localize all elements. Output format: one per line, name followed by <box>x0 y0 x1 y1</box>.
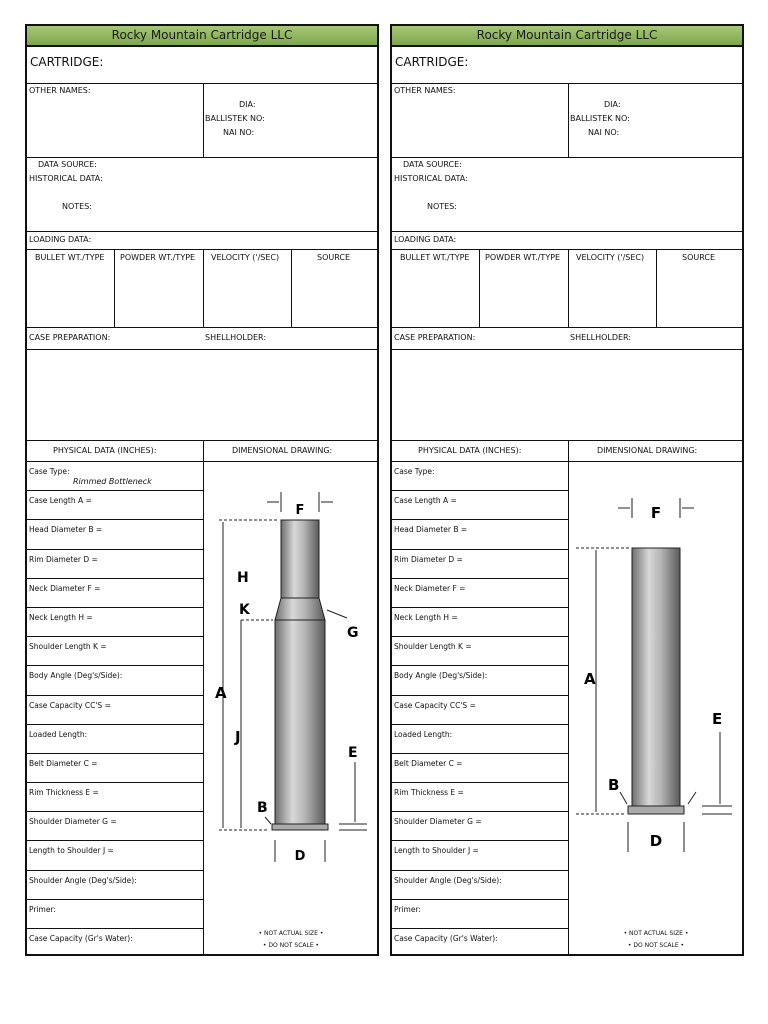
other-names-label: OTHER NAMES: <box>394 86 456 95</box>
label-j: J <box>235 728 241 746</box>
label-e: E <box>712 710 723 728</box>
note-do-not-scale: • DO NOT SCALE • <box>262 942 320 949</box>
divider <box>203 441 204 461</box>
field-label: Loaded Length: <box>394 729 453 739</box>
case-type-value: Rimmed Bottleneck <box>73 477 152 486</box>
nai-label: NAI NO: <box>588 128 620 137</box>
field-label: Shoulder Diameter G = <box>394 817 482 827</box>
field-label: Case Capacity (Gr's Water): <box>29 934 133 943</box>
field-row <box>392 462 568 491</box>
field-row <box>27 696 203 725</box>
col-bullet: BULLET WT./TYPE <box>400 253 470 262</box>
case-prep-row <box>392 328 742 350</box>
field-label: Body Angle (Deg's/Side): <box>29 671 123 681</box>
col-bullet: BULLET WT./TYPE <box>35 253 105 262</box>
label-e: E <box>348 745 358 761</box>
field-row <box>27 520 203 549</box>
field-row <box>392 929 568 958</box>
field-label: Rim Thickness E = <box>29 788 99 798</box>
divider <box>656 249 657 327</box>
divider <box>114 249 115 327</box>
loading-row <box>392 232 742 328</box>
divider <box>568 249 569 327</box>
label-b: B <box>608 776 620 794</box>
cartridge-card-right <box>390 24 744 956</box>
cartridge-label: CARTRIDGE: <box>395 55 469 69</box>
physical-data-list <box>27 462 203 958</box>
divider <box>203 84 204 157</box>
field-row <box>392 608 568 637</box>
straight-case-drawing <box>570 462 742 862</box>
field-label: Case Length A = <box>29 496 92 506</box>
field-row <box>27 637 203 666</box>
case-body <box>628 548 684 814</box>
col-velocity: VELOCITY ('/SEC) <box>576 253 645 262</box>
data-source-label: DATA SOURCE: <box>403 160 462 169</box>
drawing-label: DIMENSIONAL DRAWING: <box>597 446 698 455</box>
field-row <box>392 841 568 870</box>
field-row <box>392 696 568 725</box>
field-label: Case Length A = <box>394 496 457 506</box>
field-label: Rim Thickness E = <box>394 788 464 798</box>
field-label: Neck Length H = <box>394 612 458 622</box>
physical-label: PHYSICAL DATA (INCHES): <box>418 446 522 455</box>
dia-label: DIA: <box>604 100 621 109</box>
data-source-label: DATA SOURCE: <box>38 160 97 169</box>
case-prep-row <box>27 328 377 350</box>
case-prep-label: CASE PREPARATION: <box>394 333 476 342</box>
label-f: F <box>650 504 662 522</box>
loading-row <box>27 232 377 328</box>
prep-notes-area <box>392 350 742 441</box>
historical-label: HISTORICAL DATA: <box>29 174 103 183</box>
label-h: H <box>237 570 249 586</box>
col-source: SOURCE <box>682 253 716 262</box>
divider <box>27 249 377 250</box>
cartridge-row <box>392 47 742 84</box>
field-label: Shoulder Angle (Deg's/Side): <box>29 875 137 885</box>
divider <box>479 249 480 327</box>
drawing-label: DIMENSIONAL DRAWING: <box>232 446 333 455</box>
field-row <box>27 812 203 841</box>
cartridge-label: CARTRIDGE: <box>30 55 104 69</box>
case-body <box>272 520 328 830</box>
field-label: Belt Diameter C = <box>29 758 98 768</box>
nai-label: NAI NO: <box>223 128 255 137</box>
dia-label: DIA: <box>239 100 256 109</box>
divider <box>203 249 204 327</box>
company-header: Rocky Mountain Cartridge LLC <box>27 26 377 47</box>
field-label: Length to Shoulder J = <box>394 846 479 856</box>
field-label: Head Diameter B = <box>394 525 468 535</box>
col-source: SOURCE <box>317 253 351 262</box>
physical-header-row <box>27 441 377 462</box>
field-row <box>27 462 203 491</box>
field-row <box>392 783 568 812</box>
field-row <box>392 579 568 608</box>
field-row <box>27 550 203 579</box>
source-row <box>392 158 742 232</box>
field-label: Case Type: <box>394 467 435 476</box>
field-label: Primer: <box>394 904 421 914</box>
notes-label: NOTES: <box>427 202 457 211</box>
field-label: Shoulder Length K = <box>29 642 107 652</box>
note-not-actual-size: • NOT ACTUAL SIZE • <box>258 930 324 937</box>
field-label: Shoulder Length K = <box>394 642 472 652</box>
physical-data-list <box>392 462 568 958</box>
field-row <box>27 666 203 695</box>
field-label: Neck Length H = <box>29 612 93 622</box>
field-row <box>392 550 568 579</box>
field-label: Neck Diameter F = <box>29 583 101 593</box>
ballistek-label: BALLISTEK NO: <box>205 114 265 123</box>
field-label: Case Capacity CC'S = <box>394 700 476 710</box>
field-label: Rim Diameter D = <box>394 554 463 564</box>
divider <box>568 462 569 956</box>
field-label: Case Type: <box>29 467 70 476</box>
field-row <box>27 900 203 929</box>
divider <box>568 441 569 461</box>
label-k: K <box>239 602 250 618</box>
field-row <box>392 725 568 754</box>
field-row <box>27 579 203 608</box>
field-row <box>392 491 568 520</box>
field-row <box>392 754 568 783</box>
field-label: Case Capacity CC'S = <box>29 700 111 710</box>
loading-label: LOADING DATA: <box>29 235 92 244</box>
divider <box>568 84 569 157</box>
label-a: A <box>215 684 227 702</box>
field-label: Primer: <box>29 904 56 914</box>
field-row <box>27 725 203 754</box>
field-label: Neck Diameter F = <box>394 583 466 593</box>
col-powder: POWDER WT./TYPE <box>120 253 196 262</box>
shellholder-label: SHELLHOLDER: <box>205 333 267 342</box>
notes-label: NOTES: <box>62 202 92 211</box>
field-label: Body Angle (Deg's/Side): <box>394 671 488 681</box>
names-row <box>27 84 377 158</box>
field-row <box>392 637 568 666</box>
case-prep-label: CASE PREPARATION: <box>29 333 111 342</box>
field-row <box>27 841 203 870</box>
field-label: Rim Diameter D = <box>29 554 98 564</box>
loading-label: LOADING DATA: <box>394 235 457 244</box>
label-d: D <box>649 832 663 850</box>
note-do-not-scale: • DO NOT SCALE • <box>627 942 685 949</box>
note-not-actual-size: • NOT ACTUAL SIZE • <box>623 930 689 937</box>
col-velocity: VELOCITY ('/SEC) <box>211 253 280 262</box>
names-row <box>392 84 742 158</box>
bottleneck-case-drawing <box>205 462 377 862</box>
field-row <box>27 754 203 783</box>
company-header: Rocky Mountain Cartridge LLC <box>392 26 742 47</box>
physical-header-row <box>392 441 742 462</box>
field-row <box>27 871 203 900</box>
divider <box>203 462 204 956</box>
source-row <box>27 158 377 232</box>
field-row <box>392 666 568 695</box>
historical-label: HISTORICAL DATA: <box>394 174 468 183</box>
divider <box>392 249 742 250</box>
field-row <box>392 900 568 929</box>
shellholder-label: SHELLHOLDER: <box>570 333 632 342</box>
field-label: Shoulder Angle (Deg's/Side): <box>394 875 502 885</box>
field-row <box>27 491 203 520</box>
field-row <box>27 929 203 958</box>
label-g: G <box>347 625 359 641</box>
label-b: B <box>257 800 268 816</box>
label-a: A <box>584 670 596 688</box>
prep-notes-area <box>27 350 377 441</box>
other-names-label: OTHER NAMES: <box>29 86 91 95</box>
label-f: F <box>295 503 305 518</box>
field-label: Head Diameter B = <box>29 525 103 535</box>
physical-label: PHYSICAL DATA (INCHES): <box>53 446 157 455</box>
cartridge-row <box>27 47 377 84</box>
cartridge-card-left <box>25 24 379 956</box>
field-row <box>392 812 568 841</box>
col-powder: POWDER WT./TYPE <box>485 253 561 262</box>
field-label: Shoulder Diameter G = <box>29 817 117 827</box>
divider <box>291 249 292 327</box>
field-row <box>27 783 203 812</box>
field-label: Belt Diameter C = <box>394 758 463 768</box>
field-row <box>392 520 568 549</box>
field-row <box>392 871 568 900</box>
field-label: Loaded Length: <box>29 729 88 739</box>
field-label: Case Capacity (Gr's Water): <box>394 934 498 943</box>
label-d: D <box>294 849 306 862</box>
field-row <box>27 608 203 637</box>
field-label: Length to Shoulder J = <box>29 846 114 856</box>
ballistek-label: BALLISTEK NO: <box>570 114 630 123</box>
